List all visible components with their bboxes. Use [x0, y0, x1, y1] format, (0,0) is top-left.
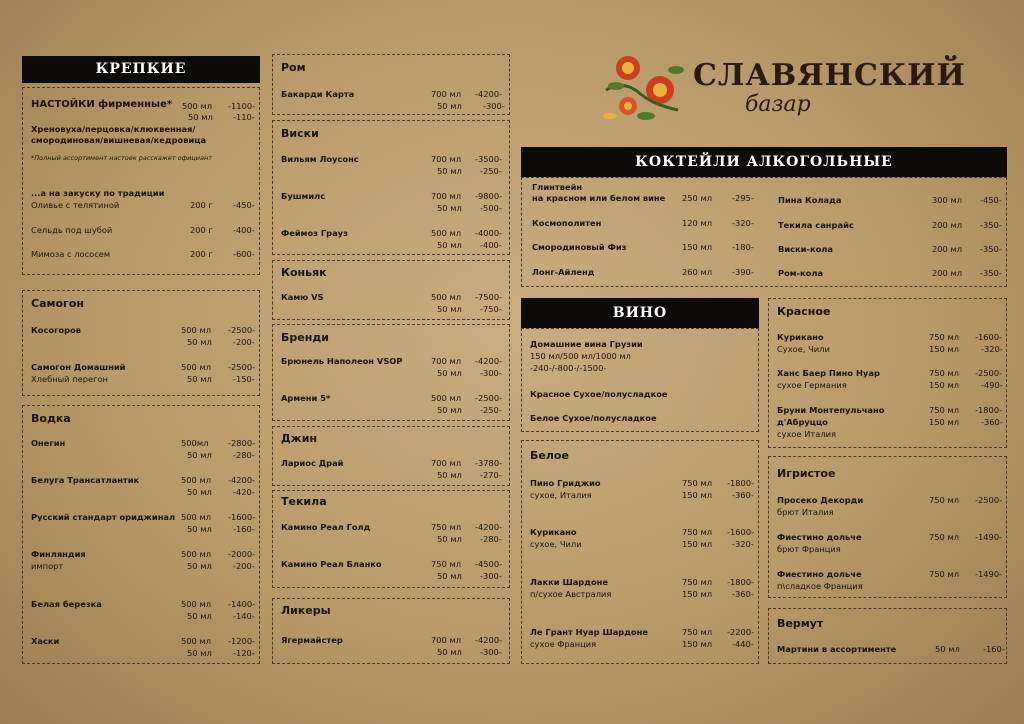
vodka-item-price: -4200-	[228, 475, 256, 485]
dom-wine-prices: -240-/-800-/-1500-	[530, 363, 607, 373]
viski-item-name: Феймоз Грауз	[281, 228, 348, 238]
rom-item-price: -300-	[483, 101, 505, 111]
kokteil-vol: 200 мл	[932, 244, 963, 254]
krasnoe-item-name: Курикано	[777, 332, 824, 342]
zakuska-item-name: Оливье с телятиной	[31, 200, 120, 210]
samogon-item-vol: 50 мл	[187, 337, 212, 347]
beloe-item-vol: 750 мл	[682, 478, 713, 488]
viski-item-name: Бушмилс	[281, 191, 326, 201]
zakuska-item-price: -450-	[233, 200, 255, 210]
tekila-item-name: Камино Реал Бланко	[281, 559, 382, 569]
vermut-item-price: -160-	[983, 644, 1005, 654]
vodka-item-name: Русский стандарт ориджинал	[31, 512, 176, 522]
kokteil-name: Космополитен	[532, 218, 602, 228]
brendi-item-vol: 50 мл	[437, 405, 462, 415]
vodka-item-price: -120-	[233, 648, 255, 658]
konyak-box	[272, 260, 510, 320]
beloe-item-sub: п/сухое Австралия	[530, 589, 612, 599]
likery-item-name: Ягермайстер	[281, 635, 343, 645]
vodka-item-vol: 50 мл	[187, 487, 212, 497]
beloe-item-price: -320-	[732, 539, 754, 549]
zakuska-title: ...а на закуску по традиции	[31, 188, 165, 198]
krasnoe-item-vol: 150 мл	[929, 344, 960, 354]
kokteil-vol: 150 мл	[682, 242, 713, 252]
kokteil-name: Ром-кола	[778, 268, 824, 278]
tekila-item-name: Камино Реал Голд	[281, 522, 371, 532]
zakuska-item-vol: 200 г	[190, 249, 213, 259]
vodka-item-name: Белуга Трансатлантик	[31, 475, 140, 485]
vodka-item-price: -1200-	[228, 636, 256, 646]
beloe-item-price: -1800-	[727, 478, 755, 488]
viski-item-vol: 700 мл	[431, 154, 462, 164]
dom-wine-vols: 150 мл/500 мл/1000 мл	[530, 351, 631, 361]
brendi-title: Бренди	[281, 331, 329, 344]
kokteil-name: Глинтвейн	[532, 182, 583, 192]
kokteil-name: Лонг-Айленд	[532, 267, 595, 277]
dzhin-box	[272, 426, 510, 486]
brendi-item-vol: 50 мл	[437, 368, 462, 378]
vodka-item-vol: 500 мл	[181, 599, 212, 609]
beloe-item-price: -1800-	[727, 577, 755, 587]
krasnoe-item-name: Бруни Монтепульчано	[777, 405, 885, 415]
vodka-item-price: -420-	[233, 487, 255, 497]
zakuska-item-price: -600-	[233, 249, 255, 259]
vodka-item-price: -2800-	[228, 438, 256, 448]
kokteil-price: -450-	[980, 195, 1002, 205]
krasnoe-item-name: Ханс Баер Пино Нуар	[777, 368, 880, 378]
kokteil-vol: 200 мл	[932, 220, 963, 230]
kokteil-name: Текила санрайс	[778, 220, 854, 230]
dzhin-item-vol: 700 мл	[431, 458, 462, 468]
vodka-item-vol: 500 мл	[181, 636, 212, 646]
viski-item-vol: 50 мл	[437, 166, 462, 176]
zakuska-item-name: Мимоза с лососем	[31, 249, 111, 259]
krasnoe-item-vol: 150 мл	[929, 380, 960, 390]
nastoyki-price-1: -1100-	[228, 101, 256, 111]
igristoe-item-price: -1490-	[975, 569, 1003, 579]
likery-item-price: -300-	[480, 647, 502, 657]
beloe-title: Белое	[530, 449, 569, 462]
konyak-item-vol: 500 мл	[431, 292, 462, 302]
vodka-item-price: -1600-	[228, 512, 256, 522]
igristoe-item-vol: 750 мл	[929, 569, 960, 579]
zakuska-item-price: -400-	[233, 225, 255, 235]
tekila-item-price: -4500-	[475, 559, 503, 569]
kokteil-price: -390-	[732, 267, 754, 277]
vodka-item-vol: 50 мл	[187, 648, 212, 658]
viski-title: Виски	[281, 127, 319, 140]
vodka-item-name: Онегин	[31, 438, 66, 448]
igristoe-title: Игристое	[777, 467, 836, 480]
beloe-item-price: -2200-	[727, 627, 755, 637]
vodka-item-price: -280-	[233, 450, 255, 460]
vodka-box	[22, 405, 260, 664]
likery-item-price: -4200-	[475, 635, 503, 645]
igristoe-item-name: Фиестино дольче	[777, 569, 862, 579]
igristoe-box	[768, 456, 1007, 598]
vermut-title: Вермут	[777, 617, 824, 630]
brendi-item-price: -2500-	[475, 393, 503, 403]
vodka-item-price: -140-	[233, 611, 255, 621]
brendi-item-price: -4200-	[475, 356, 503, 366]
vodka-item-sub: импорт	[31, 561, 64, 571]
vodka-item-vol: 50 мл	[187, 524, 212, 534]
beloe-item-vol: 150 мл	[682, 639, 713, 649]
krasnoe-item-sub: Сухое, Чили	[777, 344, 830, 354]
kokteil-vol: 200 мл	[932, 268, 963, 278]
beloe-item-price: -440-	[732, 639, 754, 649]
vodka-item-name: Хаски	[31, 636, 60, 646]
beloe-item-vol: 750 мл	[682, 577, 713, 587]
vino-box	[521, 328, 759, 432]
kokteil-name: Пина Колада	[778, 195, 842, 205]
vermut-box	[768, 608, 1007, 664]
vodka-item-vol: 500мл	[181, 438, 209, 448]
igristoe-item-sub: брют Франция	[777, 544, 841, 554]
vodka-item-price: -2000-	[228, 549, 256, 559]
beloe-box	[521, 440, 759, 664]
krepkie-box	[22, 87, 260, 275]
vino-header: ВИНО	[521, 298, 759, 328]
viski-item-vol: 700 мл	[431, 191, 462, 201]
beloe-item-vol: 750 мл	[682, 527, 713, 537]
brendi-item-name: Брюнель Наполеон VSOP	[281, 356, 403, 366]
kokteil-vol: 300 мл	[932, 195, 963, 205]
tekila-item-price: -280-	[480, 534, 502, 544]
nastoyki-note: *Полный ассортимент настоек расскажет официант	[31, 154, 213, 162]
beloe-item-vol: 150 мл	[682, 539, 713, 549]
konyak-item-price: -750-	[480, 304, 502, 314]
kokteili-header: КОКТЕЙЛИ АЛКОГОЛЬНЫЕ	[521, 147, 1007, 177]
tekila-item-vol: 750 мл	[431, 559, 462, 569]
vermut-item-name: Мартини в ассортименте	[777, 644, 897, 654]
vodka-item-name: Финляндия	[31, 549, 86, 559]
viski-item-price: -400-	[480, 240, 502, 250]
viski-item-vol: 500 мл	[431, 228, 462, 238]
igristoe-item-sub: брют Италия	[777, 507, 834, 517]
kokteil-price: -180-	[732, 242, 754, 252]
brendi-item-vol: 700 мл	[431, 356, 462, 366]
tekila-item-vol: 50 мл	[437, 534, 462, 544]
vermut-item-vol: 50 мл	[935, 644, 960, 654]
nastoyki-price-2: -110-	[233, 112, 255, 122]
beloe-item-price: -360-	[732, 589, 754, 599]
samogon-item-vol: 500 мл	[181, 325, 212, 335]
vodka-item-vol: 50 мл	[187, 611, 212, 621]
tekila-box	[272, 490, 510, 588]
beloe-item-price: -360-	[732, 490, 754, 500]
zakuska-item-vol: 200 г	[190, 225, 213, 235]
kokteil-price: -320-	[732, 218, 754, 228]
samogon-item-name: Самогон Домашний	[31, 362, 126, 372]
samogon-item-price: -150-	[233, 374, 255, 384]
krasnoe-item-price: -2500-	[975, 368, 1003, 378]
viski-item-name: Вильям Лоусонс	[281, 154, 359, 164]
viski-item-price: -4000-	[475, 228, 503, 238]
igristoe-item-vol: 750 мл	[929, 532, 960, 542]
likery-item-vol: 700 мл	[431, 635, 462, 645]
nastoyki-vol-1: 500 мл	[182, 101, 213, 111]
igristoe-item-sub: п\сладкое Франция	[777, 581, 863, 591]
rom-box	[272, 54, 510, 115]
kokteil-name: Виски-кола	[778, 244, 833, 254]
samogon-item-price: -200-	[233, 337, 255, 347]
viski-box	[272, 120, 510, 255]
viski-item-price: -250-	[480, 166, 502, 176]
tekila-title: Текила	[281, 495, 327, 508]
krasnoe-item-price: -1600-	[975, 332, 1003, 342]
krasnoe-item-vol: 750 мл	[929, 332, 960, 342]
vodka-item-price: -1400-	[228, 599, 256, 609]
krasnoe-item-sub: сухое Германия	[777, 380, 847, 390]
brendi-item-price: -250-	[480, 405, 502, 415]
krasnoe-title: Красное	[777, 305, 831, 318]
logo-title: СЛАВЯНСКИЙ	[693, 58, 966, 93]
krasnoe-item-price: -1800-	[975, 405, 1003, 415]
kokteil-price: -295-	[732, 193, 754, 203]
viski-item-vol: 50 мл	[437, 240, 462, 250]
krasnoe-item-sub-2: сухое Италия	[777, 429, 837, 439]
vodka-item-vol: 50 мл	[187, 561, 212, 571]
samogon-title: Самогон	[31, 297, 84, 310]
samogon-item-name: Косогоров	[31, 325, 82, 335]
nastoyki-desc-2: смородиновая/вишневая/кедровица	[31, 135, 207, 145]
vodka-item-name: Белая березка	[31, 599, 102, 609]
kokteil-vol: 120 мл	[682, 218, 713, 228]
dzhin-item-vol: 50 мл	[437, 470, 462, 480]
krasnoe-item-vol: 150 мл	[929, 417, 960, 427]
samogon-item-price: -2500-	[228, 325, 256, 335]
brendi-item-name: Армени 5*	[281, 393, 331, 403]
viski-item-vol: 50 мл	[437, 203, 462, 213]
likery-item-vol: 50 мл	[437, 647, 462, 657]
konyak-item-name: Камю VS	[281, 292, 324, 302]
krasnoe-item-sub: д'Абруццо	[777, 417, 828, 427]
vodka-title: Водка	[31, 412, 71, 425]
beloe-item-vol: 150 мл	[682, 490, 713, 500]
rom-item-vol: 700 мл	[431, 89, 462, 99]
logo-ornament	[598, 50, 690, 130]
nastoyki-vol-2: 50 мл	[188, 112, 213, 122]
tekila-item-vol: 50 мл	[437, 571, 462, 581]
likery-title: Ликеры	[281, 604, 331, 617]
beloe-item-vol: 750 мл	[682, 627, 713, 637]
vodka-item-price: -160-	[233, 524, 255, 534]
konyak-item-price: -7500-	[475, 292, 503, 302]
samogon-item-vol: 500 мл	[181, 362, 212, 372]
samogon-item-sub: Хлебный перегон	[31, 374, 108, 384]
beloe-item-vol: 150 мл	[682, 589, 713, 599]
dom-wine-white: Белое Сухое/полусладкое	[530, 413, 657, 423]
dom-wine-red: Красное Сухое/полусладкое	[530, 389, 668, 399]
tekila-item-price: -300-	[480, 571, 502, 581]
samogon-item-price: -2500-	[228, 362, 256, 372]
rom-title: Ром	[281, 61, 306, 74]
vodka-item-vol: 500 мл	[181, 512, 212, 522]
dom-wine-title: Домашние вина Грузии	[530, 339, 643, 349]
dzhin-item-price: -3780-	[475, 458, 503, 468]
konyak-item-vol: 50 мл	[437, 304, 462, 314]
samogon-item-vol: 50 мл	[187, 374, 212, 384]
vodka-item-vol: 50 мл	[187, 450, 212, 460]
vodka-item-vol: 500 мл	[181, 549, 212, 559]
igristoe-item-name: Фиестино дольче	[777, 532, 862, 542]
logo-subtitle: базар	[745, 92, 811, 117]
beloe-item-name: Ле Грант Нуар Шардоне	[530, 627, 648, 637]
rom-item-price: -4200-	[475, 89, 503, 99]
brendi-item-price: -300-	[480, 368, 502, 378]
nastoyki-name: НАСТОЙКИ фирменные*	[31, 99, 173, 110]
kokteili-box	[521, 177, 1007, 287]
igristoe-item-price: -1490-	[975, 532, 1003, 542]
beloe-item-sub: сухое, Чили	[530, 539, 582, 549]
kokteil-vol: 250 мл	[682, 193, 713, 203]
kokteil-price: -350-	[980, 268, 1002, 278]
krasnoe-item-price: -490-	[981, 380, 1003, 390]
rom-item-vol: 50 мл	[437, 101, 462, 111]
viski-item-price: -500-	[480, 203, 502, 213]
konyak-title: Коньяк	[281, 266, 327, 279]
igristoe-item-vol: 750 мл	[929, 495, 960, 505]
beloe-item-price: -1600-	[727, 527, 755, 537]
brendi-item-vol: 500 мл	[431, 393, 462, 403]
igristoe-item-price: -2500-	[975, 495, 1003, 505]
krasnoe-box	[768, 298, 1007, 448]
nastoyki-desc-1: Хреновуха/перцовка/клюквенная/	[31, 124, 196, 134]
krasnoe-item-price: -320-	[981, 344, 1003, 354]
beloe-item-sub: сухое, Италия	[530, 490, 592, 500]
krepkie-header: КРЕПКИЕ	[22, 56, 260, 83]
zakuska-item-vol: 200 г	[190, 200, 213, 210]
kokteil-name: Смородиновый Физ	[532, 242, 627, 252]
brendi-box	[272, 324, 510, 421]
beloe-item-name: Пино Гриджио	[530, 478, 601, 488]
krasnoe-item-vol: 750 мл	[929, 405, 960, 415]
viski-item-price: -3500-	[475, 154, 503, 164]
kokteil-vol: 260 мл	[682, 267, 713, 277]
beloe-item-name: Лакки Шардоне	[530, 577, 609, 587]
viski-item-price: -9800-	[475, 191, 503, 201]
beloe-item-name: Курикано	[530, 527, 577, 537]
samogon-box	[22, 290, 260, 396]
tekila-item-price: -4200-	[475, 522, 503, 532]
krasnoe-item-price: -360-	[981, 417, 1003, 427]
kokteil-name-2: на красном или белом вине	[532, 193, 666, 203]
beloe-item-sub: сухое Франция	[530, 639, 597, 649]
rom-item-name: Бакарди Карта	[281, 89, 355, 99]
tekila-item-vol: 750 мл	[431, 522, 462, 532]
dzhin-title: Джин	[281, 432, 318, 445]
vodka-item-vol: 500 мл	[181, 475, 212, 485]
likery-box	[272, 598, 510, 664]
krasnoe-item-vol: 750 мл	[929, 368, 960, 378]
dzhin-item-name: Лариос Драй	[281, 458, 344, 468]
igristoe-item-name: Просеко Декорди	[777, 495, 864, 505]
kokteil-price: -350-	[980, 244, 1002, 254]
zakuska-item-name: Сельдь под шубой	[31, 225, 113, 235]
kokteil-price: -350-	[980, 220, 1002, 230]
dzhin-item-price: -270-	[480, 470, 502, 480]
vodka-item-price: -200-	[233, 561, 255, 571]
